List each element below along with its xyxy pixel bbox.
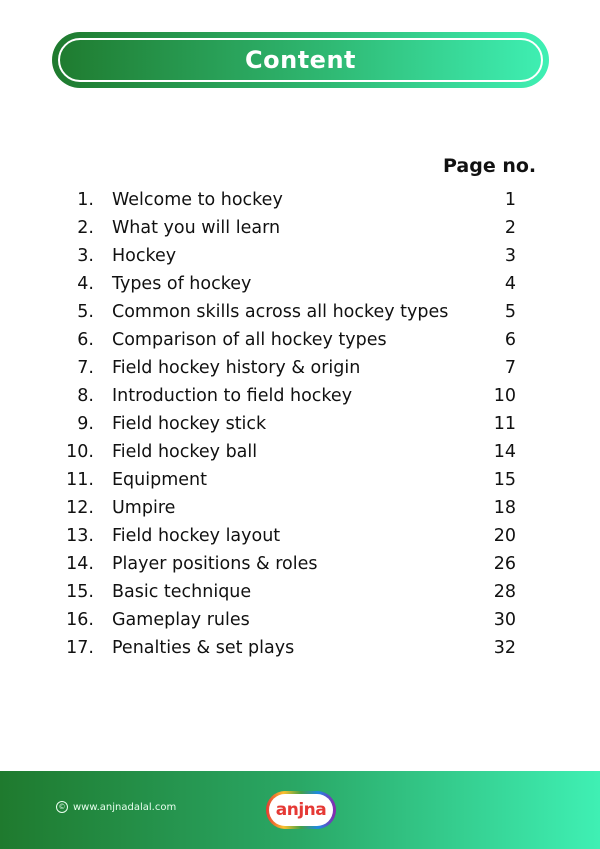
toc-number: 13. [66,526,94,546]
footer-bar [0,771,600,849]
toc-title: Types of hockey [112,274,252,294]
toc-title: Equipment [112,470,207,490]
toc-number: 8. [77,386,94,406]
toc-number: 11. [66,470,94,490]
toc-number: 1. [77,190,94,210]
toc-row [0,214,600,242]
toc-title: Field hockey layout [112,526,281,546]
toc-number: 4. [77,274,94,294]
toc-row [0,186,600,214]
toc-number: 7. [77,358,94,378]
toc-page-number: 5 [504,302,516,322]
toc-title: Player positions & roles [112,554,318,574]
table-of-contents [0,186,600,662]
toc-title: Field hockey ball [112,442,258,462]
toc-number: 10. [66,442,94,462]
page-title: Content [245,46,356,74]
toc-number: 6. [77,330,94,350]
toc-row [0,494,600,522]
toc-row [0,438,600,466]
toc-number: 2. [77,218,94,238]
toc-number: 3. [77,246,94,266]
toc-row [0,550,600,578]
toc-page-number: 14 [493,442,516,462]
toc-row [0,410,600,438]
toc-page-number: 28 [493,582,516,602]
toc-title: Umpire [112,498,176,518]
toc-title: Penalties & set plays [112,638,295,658]
toc-row [0,466,600,494]
page-number-column-label: Page no. [443,155,537,177]
logo-text: anjna [275,800,327,820]
toc-title: What you will learn [112,218,281,238]
toc-title: Welcome to hockey [112,190,283,210]
toc-page-number: 15 [493,470,516,490]
copyright-icon: © [56,801,68,813]
toc-title: Hockey [112,246,177,266]
toc-title: Basic technique [112,582,252,602]
toc-page-number: 6 [504,330,516,350]
toc-title: Gameplay rules [112,610,250,630]
toc-page-number: 20 [493,526,516,546]
toc-page-number: 32 [493,638,516,658]
toc-row [0,326,600,354]
toc-number: 16. [66,610,94,630]
toc-page-number: 26 [493,554,516,574]
toc-page-number: 30 [493,610,516,630]
content-header-banner [52,32,549,88]
toc-page-number: 7 [504,358,516,378]
toc-title: Introduction to field hockey [112,386,353,406]
toc-page-number: 4 [504,274,516,294]
header-frame [58,38,543,82]
toc-page-number: 3 [504,246,516,266]
toc-row [0,634,600,662]
toc-row [0,298,600,326]
toc-row [0,242,600,270]
toc-row [0,522,600,550]
toc-number: 15. [66,582,94,602]
toc-title: Field hockey history & origin [112,358,361,378]
toc-page-number: 10 [493,386,516,406]
toc-number: 5. [77,302,94,322]
toc-page-number: 11 [493,414,516,434]
toc-page-number: 2 [504,218,516,238]
toc-title: Field hockey stick [112,414,267,434]
anjna-logo [266,791,336,829]
website-url: www.anjnadalal.com [73,801,177,813]
toc-number: 12. [66,498,94,518]
toc-number: 9. [77,414,94,434]
toc-row [0,578,600,606]
toc-row [0,354,600,382]
toc-page-number: 18 [493,498,516,518]
toc-row [0,382,600,410]
toc-number: 17. [66,638,94,658]
copyright-notice [56,801,176,813]
toc-row [0,606,600,634]
toc-title: Comparison of all hockey types [112,330,387,350]
toc-row [0,270,600,298]
toc-title: Common skills across all hockey types [112,302,449,322]
toc-page-number: 1 [504,190,516,210]
toc-number: 14. [66,554,94,574]
